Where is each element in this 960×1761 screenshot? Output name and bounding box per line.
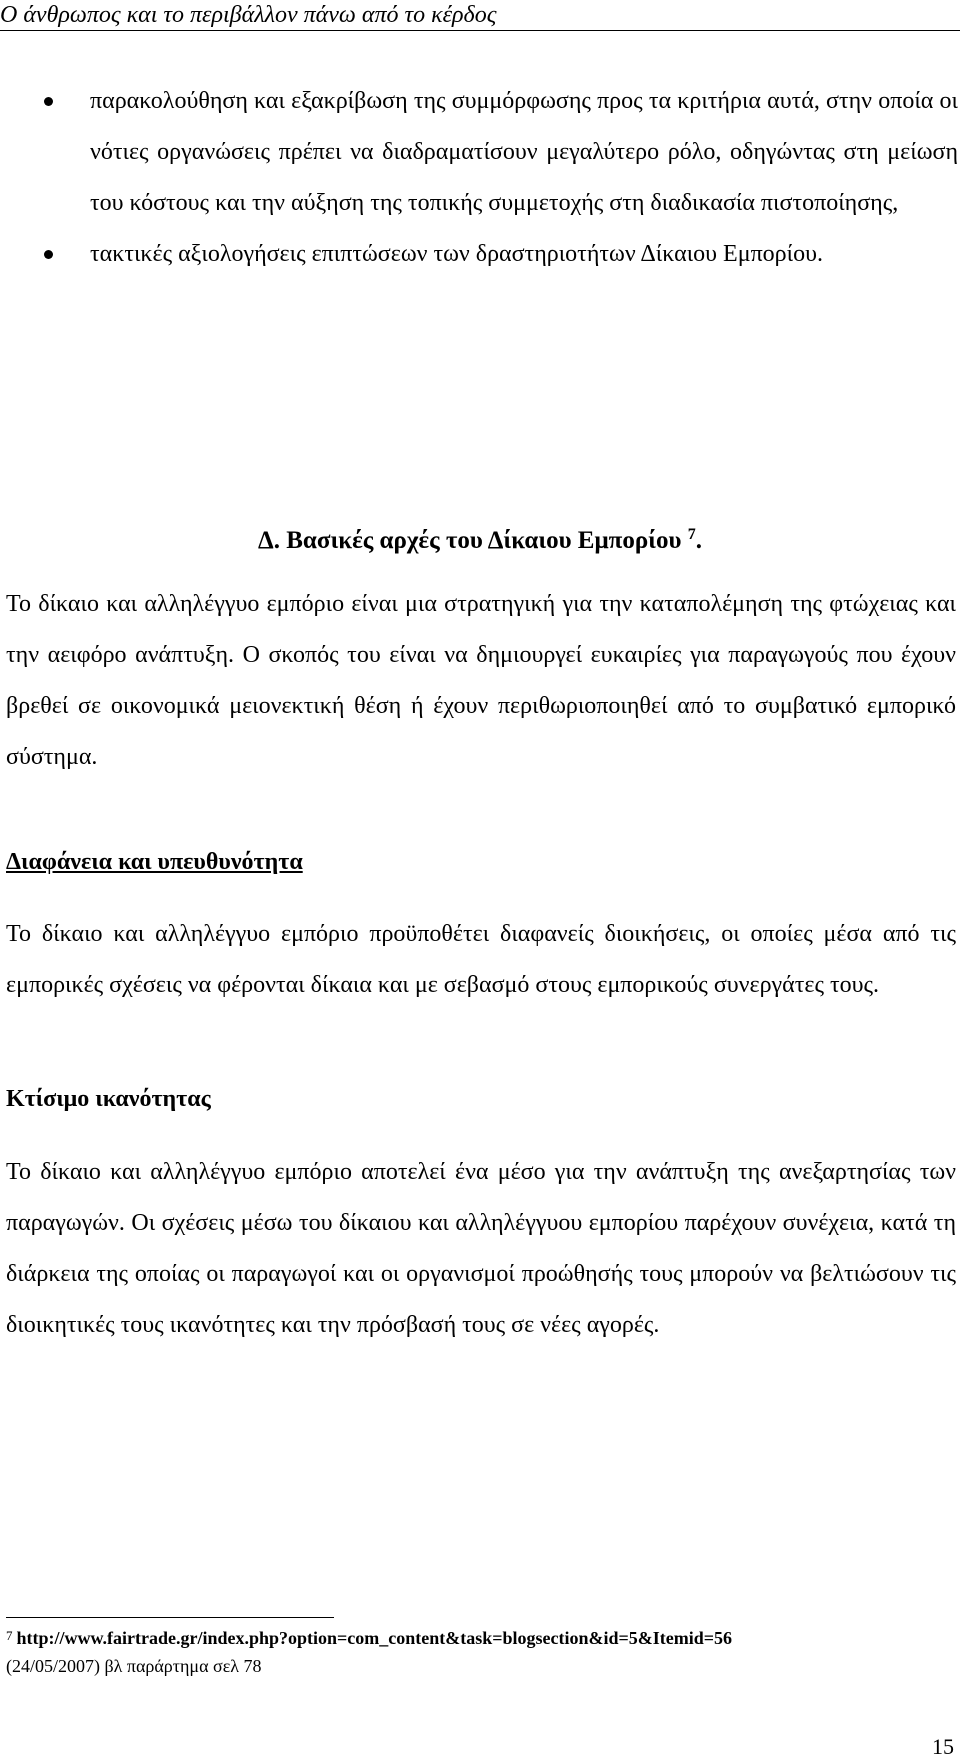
transparency-paragraph: Το δίκαιο και αλληλέγγυο εμπόριο προϋποθέτει διαφανείς διοικήσεις, οι οποίες μέσα από τις εμπορικές σχέσεις να φέρονται δίκαια και με σεβασμό στους εμπορικούς συνεργάτες τους.: [6, 921, 956, 998]
bullet-text: τακτικές αξιολογήσεις επιπτώσεων των δραστηριοτήτων Δίκαιου Εμπορίου.: [90, 241, 823, 267]
running-header-title: Ο άνθρωπος και το περιβάλλον πάνω από το κέρδος: [0, 2, 497, 28]
section-heading-text: Δ. Βασικές αρχές του Δίκαιου Εμπορίου: [258, 527, 682, 554]
subheading-capacity: Κτίσιμο ικανότητας: [6, 1086, 211, 1112]
bullet-item: [0, 76, 960, 229]
intro-paragraph: Το δίκαιο και αλληλέγγυο εμπόριο είναι μια στρατηγική για την καταπολέμηση της φτώχειας και την αειφόρο ανάπτυξη. Ο σκοπός του είναι να δημιουργεί ευκαιρίες για παραγωγούς που έχουν βρεθεί σε οικονομικά μειονεκτική θέση ή έχουν περιθωριοποιηθεί από το συμβατικό εμπορικό σύστημα.: [6, 591, 956, 770]
footnote-number: 7: [6, 1628, 13, 1643]
bullet-text: παρακολούθηση και εξακρίβωση της συμμόρφωσης προς τα κριτήρια αυτά, στην οποία οι νότιες οργανώσεις πρέπει να διαδραματίσουν μεγαλύτερο ρόλο, οδηγώντας στη μείωση του κόστους και την αύξηση της τοπικής συμμετοχής στη διαδικασία πιστοποίησης,: [90, 88, 958, 216]
bullet-list: [0, 76, 960, 280]
footnote: [6, 1624, 956, 1680]
footnote-divider: [6, 1617, 334, 1618]
bullet-dot-icon: [44, 97, 53, 106]
bullet-dot-icon: [44, 250, 53, 259]
footnote-link[interactable]: http://www.fairtrade.gr/index.php?option=com_content&task=blogsection&id=5&Itemid=56: [16, 1628, 733, 1648]
bullet-item: [0, 229, 960, 280]
footnote-line: [6, 1624, 956, 1652]
footnote-note: (24/05/2007) βλ παράρτημα σελ 78: [6, 1656, 262, 1676]
section-heading: [0, 525, 960, 557]
footnote-reference[interactable]: 7: [687, 526, 696, 543]
page-number: 15: [932, 1734, 954, 1759]
running-header: [0, 0, 960, 31]
section-heading-end: .: [695, 527, 702, 554]
subheading-transparency: Διαφάνεια και υπευθυνότητα: [6, 849, 303, 875]
capacity-paragraph: Το δίκαιο και αλληλέγγυο εμπόριο αποτελεί ένα μέσο για την ανάπτυξη της ανεξαρτησίας των παραγωγών. Οι σχέσεις μέσω του δίκαιου και αλληλέγγυου εμπορίου παρέχουν συνέχεια, κατά τη διάρκεια της οποίας οι παραγωγοί και οι οργανισμοί προώθησής τους μπορούν να βελτιώσουν τις διοικητικές τους ικανότητες και την πρόσβασή τους σε νέες αγορές.: [6, 1159, 956, 1338]
